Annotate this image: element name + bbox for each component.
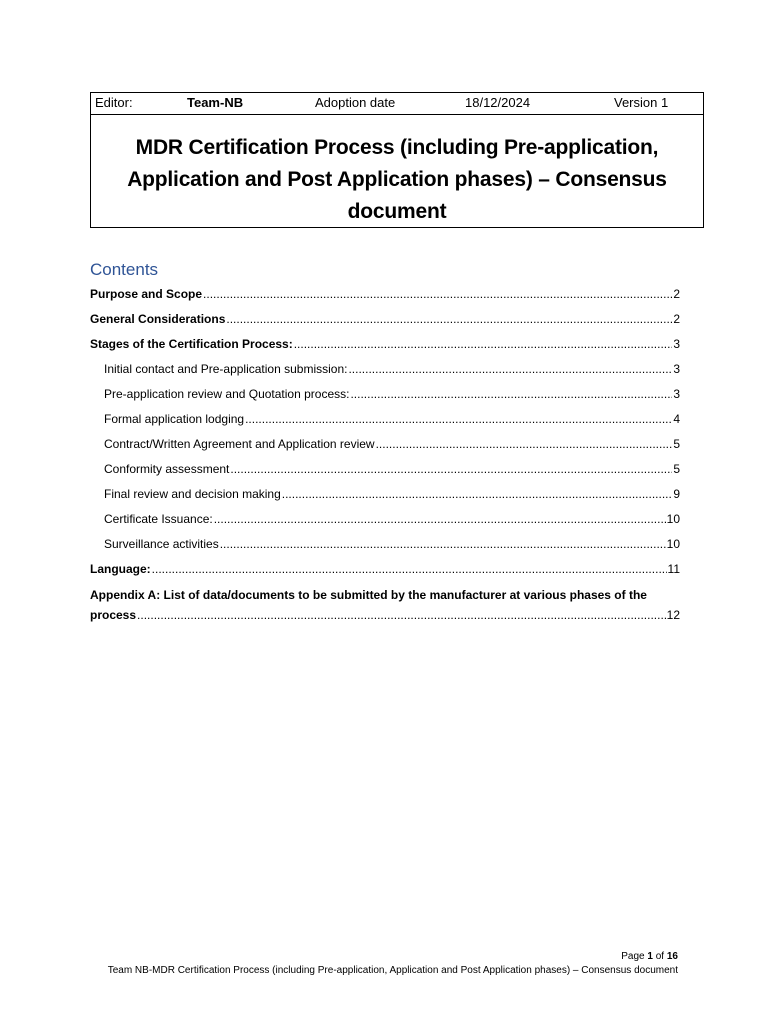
- editor-label: Editor:: [95, 95, 133, 110]
- toc-entry-text: Stages of the Certification Process:: [90, 337, 293, 351]
- page-footer: [108, 950, 678, 978]
- toc-entry-text: Surveillance activities: [104, 537, 219, 551]
- toc-page-number: 5: [673, 437, 680, 451]
- toc-entry-text: Purpose and Scope: [90, 287, 203, 301]
- toc-page-number: 3: [673, 337, 680, 351]
- toc-entry-text-line1: Appendix A: List of data/documents to be submitted by the manufacturer at various phases of the: [90, 588, 647, 602]
- toc-entry-text: Language:: [90, 562, 151, 576]
- toc-entry-initial-contact[interactable]: [90, 357, 680, 382]
- document-header-box: [90, 92, 704, 228]
- toc-entry-language[interactable]: [90, 557, 680, 582]
- toc-dot-leader: [214, 507, 666, 532]
- page-total: 16: [666, 951, 678, 962]
- toc-entry-surveillance-activities[interactable]: [90, 532, 680, 557]
- toc-dot-leader: [350, 382, 672, 407]
- table-of-contents: [90, 282, 680, 625]
- toc-entry-text: Pre-application review and Quotation process:: [104, 387, 350, 401]
- footer-document-title: Team NB-MDR Certification Process (including Pre-application, Application and Post Application phases) – Consensus document: [107, 965, 678, 976]
- toc-entry-final-review[interactable]: [90, 482, 680, 507]
- toc-dot-leader: [220, 532, 666, 557]
- toc-entry-general-considerations[interactable]: [90, 307, 680, 332]
- metadata-row: [91, 93, 703, 115]
- toc-page-number: 5: [673, 462, 680, 476]
- toc-dot-leader: [230, 457, 672, 482]
- toc-dot-leader: [226, 307, 672, 332]
- toc-entry-line2: [90, 605, 680, 625]
- toc-entry-stages[interactable]: [90, 332, 680, 357]
- toc-dot-leader: [348, 357, 672, 382]
- contents-heading: Contents: [90, 260, 159, 279]
- toc-entry-text: Conformity assessment: [104, 462, 230, 476]
- toc-entry-text: Contract/Written Agreement and Application review: [104, 437, 375, 451]
- document-title: MDR Certification Process (including Pre-application, Application and Post Application phases) – Consensus document: [127, 136, 667, 223]
- toc-dot-leader: [137, 605, 666, 625]
- toc-dot-leader: [294, 332, 673, 357]
- toc-dot-leader: [203, 282, 672, 307]
- editor-value: Team-NB: [187, 95, 244, 110]
- toc-page-number: 4: [673, 412, 680, 426]
- toc-page-number: 10: [666, 512, 680, 526]
- toc-entry-purpose-and-scope[interactable]: [90, 282, 680, 307]
- toc-dot-leader: [152, 557, 667, 582]
- toc-page-number: 11: [667, 562, 680, 576]
- toc-entry-certificate-issuance[interactable]: [90, 507, 680, 532]
- toc-page-number: 10: [666, 537, 680, 551]
- toc-page-number: 3: [673, 362, 680, 376]
- toc-page-number: 9: [673, 487, 680, 501]
- toc-entry-formal-application[interactable]: [90, 407, 680, 432]
- toc-page-number: 3: [673, 387, 680, 401]
- toc-entry-text: Certificate Issuance:: [104, 512, 213, 526]
- toc-entry-contract-agreement[interactable]: [90, 432, 680, 457]
- toc-page-number: 2: [673, 312, 680, 326]
- toc-entry-conformity-assessment[interactable]: [90, 457, 680, 482]
- version-label: Version 1: [614, 95, 669, 110]
- toc-entry-appendix-a[interactable]: [90, 582, 680, 625]
- page-number-indicator: [108, 950, 678, 964]
- toc-dot-leader: [376, 432, 673, 457]
- adoption-date-value: 18/12/2024: [465, 95, 531, 110]
- toc-page-number: 12: [666, 608, 680, 622]
- toc-entry-text: Initial contact and Pre-application submission:: [104, 362, 348, 376]
- adoption-date-label: Adoption date: [315, 95, 396, 110]
- toc-page-number: 2: [673, 287, 680, 301]
- toc-dot-leader: [282, 482, 673, 507]
- toc-entry-text-line2: process: [90, 608, 137, 622]
- toc-entry-text: General Considerations: [90, 312, 226, 326]
- page-prefix: Page: [621, 951, 648, 962]
- toc-dot-leader: [245, 407, 672, 432]
- toc-entry-text: Formal application lodging: [104, 412, 245, 426]
- toc-entry-text: Final review and decision making: [104, 487, 281, 501]
- toc-entry-pre-application-review[interactable]: [90, 382, 680, 407]
- page-of: of: [652, 951, 667, 962]
- page-current: 1: [647, 951, 653, 962]
